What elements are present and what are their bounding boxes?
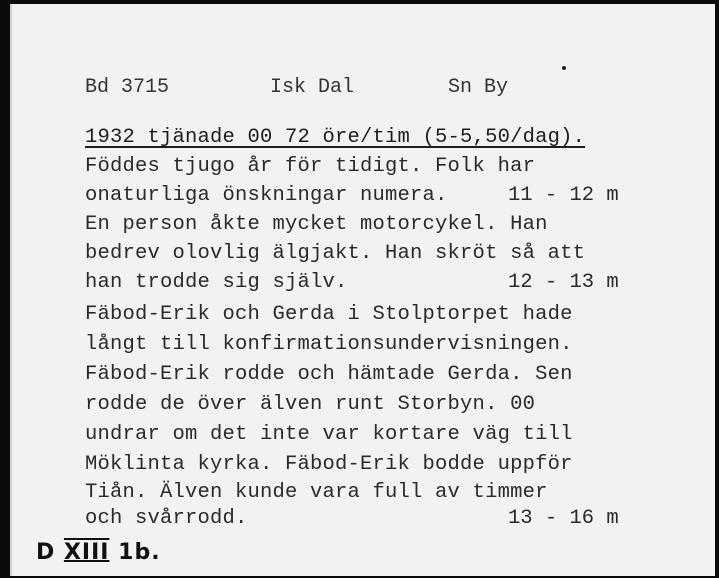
ref-roman: XIII [63,540,110,565]
text-line-4: En person åkte mycket motorcykel. Han [85,213,548,236]
ref-suffix: 1b. [118,540,161,565]
text-line-12: Möklinta kyrka. Fäbod-Erik bodde uppför [85,453,573,476]
village-code: Sn By [448,76,509,99]
ref-prefix: D [36,540,56,565]
text-line-2: Föddes tjugo år för tidigt. Folk har [85,155,536,178]
ink-dot [562,66,566,70]
text-line-8: långt till konfirmationsundervisningen. [85,333,573,356]
handwritten-reference [36,540,161,565]
time-marker-1: 11 - 12 m [508,184,619,207]
text-line-1: 1932 tjänade 00 72 öre/tim (5-5,50/dag). [85,126,586,149]
text-line-14: och svårrodd. [85,507,248,530]
text-line-3: onaturliga önskningar numera. [85,184,448,207]
text-line-9: Fäbod-Erik rodde och hämtade Gerda. Sen [85,363,573,386]
text-line-7: Fäbod-Erik och Gerda i Stolptorpet hade [85,303,573,326]
card-id: Bd 3715 [85,76,170,99]
text-line-13: Tiån. Älven kunde vara full av timmer [85,481,548,504]
text-line-6: han trodde sig själv. [85,271,348,294]
parish-code: Isk Dal [270,76,355,99]
time-marker-3: 13 - 16 m [508,507,619,530]
text-line-5: bedrev olovlig älgjakt. Han skröt så att [85,242,586,265]
text-line-11: undrar om det inte var kortare väg till [85,423,573,446]
time-marker-2: 12 - 13 m [508,271,619,294]
text-line-10: rodde de över älven runt Storbyn. 00 [85,393,536,416]
